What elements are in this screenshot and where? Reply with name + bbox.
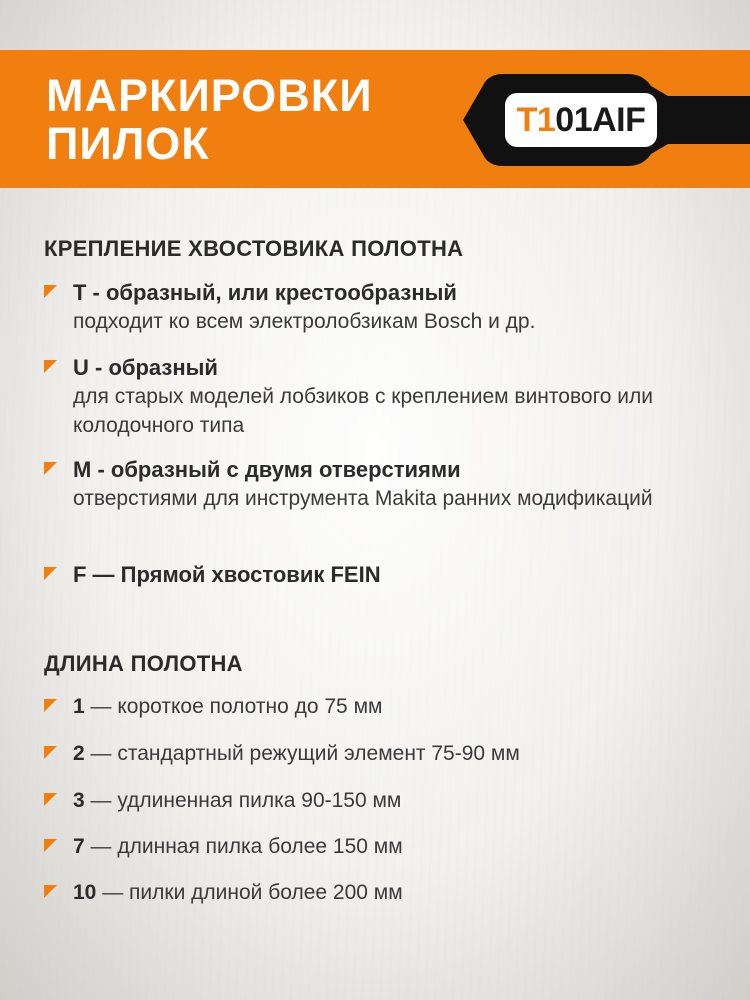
shank-item-m <box>44 456 730 513</box>
orange-triangle-icon <box>44 462 57 475</box>
length-number: 2 <box>73 742 85 765</box>
shank-item-head: U - образный <box>73 355 218 380</box>
page-title <box>46 72 373 168</box>
length-item <box>44 787 730 815</box>
title-line-2: ПИЛОК <box>46 118 210 169</box>
shank-item-f <box>44 561 730 589</box>
shank-item-desc: отверстиями для инструмента Makita ранних модификаций <box>73 487 653 510</box>
length-section-title: ДЛИНА ПОЛОТНА <box>44 651 243 676</box>
length-text: — пилки длиной более 200 мм <box>96 881 403 904</box>
orange-triangle-icon <box>44 746 57 759</box>
length-text: — короткое полотно до 75 мм <box>84 695 383 718</box>
orange-triangle-icon <box>44 885 57 898</box>
blade-code-prefix: T1 <box>516 100 556 139</box>
shank-item-head: T - образный, или крестообразный <box>73 280 457 305</box>
length-item <box>44 693 730 721</box>
length-text: — стандартный режущий элемент 75-90 мм <box>84 742 520 765</box>
orange-triangle-icon <box>44 360 57 373</box>
length-number: 10 <box>73 881 97 904</box>
length-number: 7 <box>73 835 85 858</box>
orange-triangle-icon <box>44 793 57 806</box>
shank-section-title: КРЕПЛЕНИЕ ХВОСТОВИКА ПОЛОТНА <box>44 236 464 261</box>
length-number: 1 <box>73 695 85 718</box>
length-item <box>44 833 730 861</box>
shank-item-head: F — Прямой хвостовик FEIN <box>73 562 381 587</box>
length-item <box>44 879 730 907</box>
shank-item-desc: для старых моделей лобзиков с креплением винтового или колодочного типа <box>73 385 653 437</box>
header-banner <box>0 50 750 188</box>
orange-triangle-icon <box>44 839 57 852</box>
title-line-1: МАРКИРОВКИ <box>46 70 373 121</box>
shank-item-head: M - образный с двумя отверстиями <box>73 457 461 482</box>
length-text: — удлиненная пилка 90-150 мм <box>84 789 402 812</box>
length-number: 3 <box>73 789 85 812</box>
length-text: — длинная пилка более 150 мм <box>84 835 403 858</box>
shank-item-desc: подходит ко всем электролобзикам Bosch и др. <box>73 310 536 333</box>
orange-triangle-icon <box>44 285 57 298</box>
orange-triangle-icon <box>44 699 57 712</box>
shank-item-u <box>44 354 730 440</box>
length-item <box>44 740 730 768</box>
blade-code-label <box>505 93 657 147</box>
shank-item-t <box>44 279 730 336</box>
blade-code-rest: 01AIF <box>555 100 646 139</box>
orange-triangle-icon <box>44 567 57 580</box>
